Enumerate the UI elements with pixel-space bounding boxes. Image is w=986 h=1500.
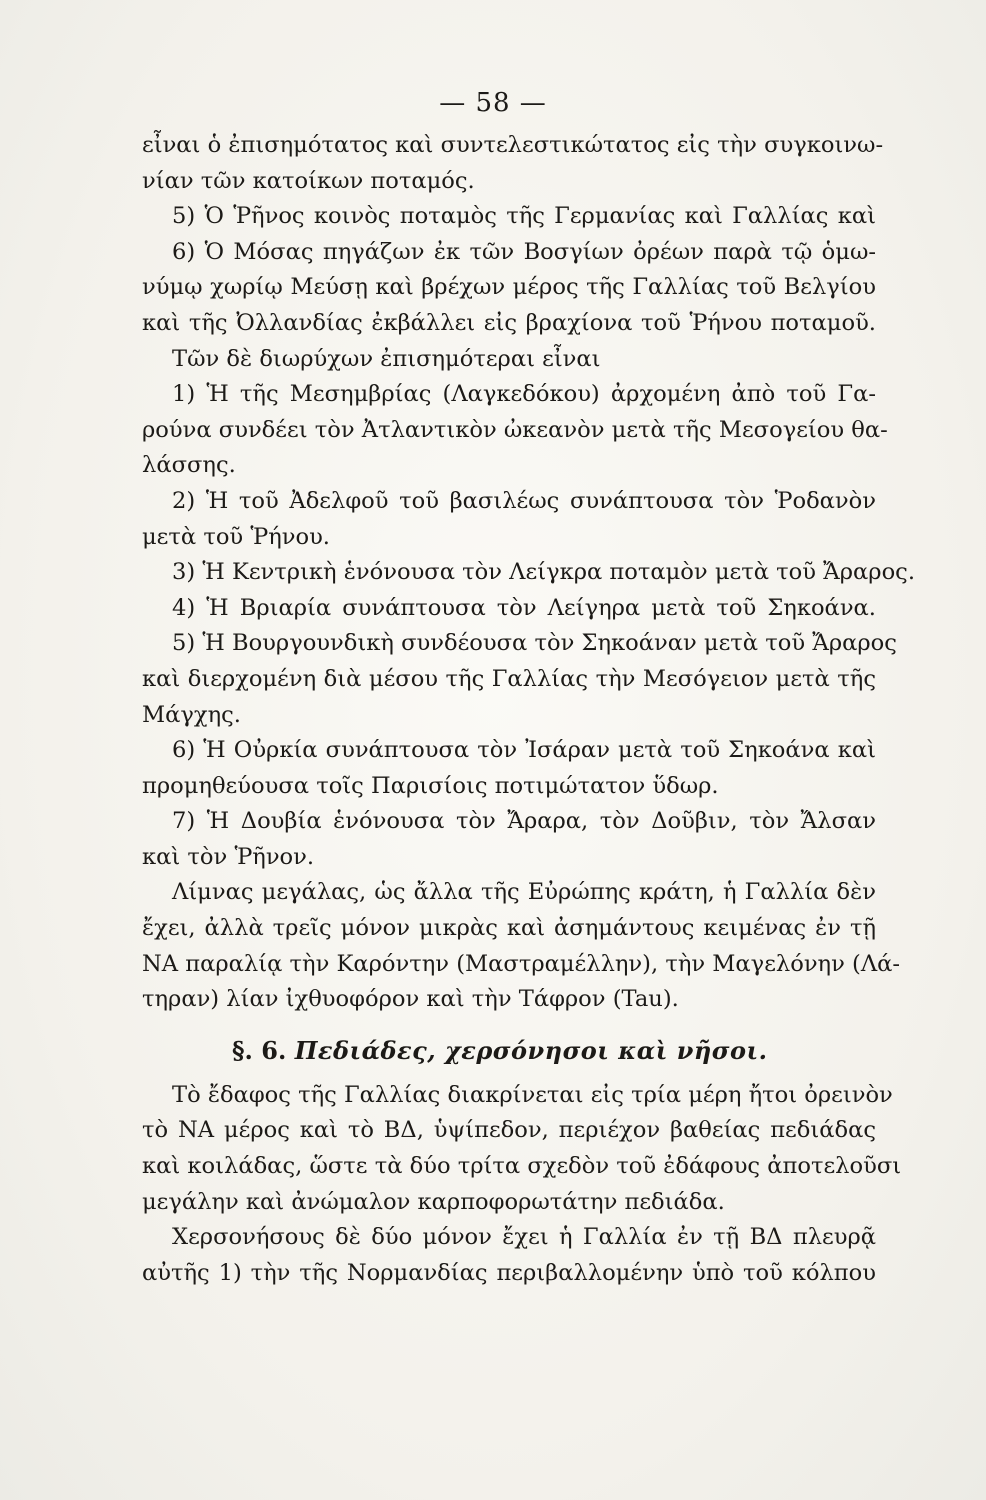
text-line: 7) Ἡ Δουβία ἑνόνουσα τὸν Ἄραρα, τὸν Δοῦβιν, τὸν Ἄλσαν	[172, 808, 876, 835]
text-line: 6) Ὁ Μόσας πηγάζων ἐκ τῶν Βοσγίων ὀρέων παρὰ τῷ ὁμω-	[172, 238, 876, 265]
section-title: Πεδιάδες, χερσόνησοι καὶ νῆσοι.	[294, 1035, 768, 1065]
section-heading	[142, 1024, 876, 1078]
text-line: ἔχει, ἀλλὰ τρεῖς μόνον μικρὰς καὶ ἀσημάντους κειμένας ἐν τῇ	[142, 915, 876, 942]
text-line: 5) Ὁ Ῥῆνος κοινὸς ποταμὸς τῆς Γερμανίας καὶ Γαλλίας καὶ	[172, 203, 876, 230]
text-line: νύμῳ χωρίῳ Μεύσῃ καὶ βρέχων μέρος τῆς Γαλλίας τοῦ Βελγίου	[142, 274, 876, 301]
text-line: τὸ ΝΑ μέρος καὶ τὸ ΒΔ, ὑψίπεδον, περιέχον βαθείας πεδιάδας	[142, 1117, 876, 1144]
text-line: Χερσονήσους δὲ δύο μόνον ἔχει ἡ Γαλλία ἐν τῇ ΒΔ πλευρᾷ	[172, 1224, 876, 1251]
text-line: Λίμνας μεγάλας, ὡς ἄλλα τῆς Εὐρώπης κράτη, ἡ Γαλλία δὲν	[172, 879, 876, 906]
text-line: καὶ τὸν Ῥῆνον.	[142, 843, 315, 870]
text-line: μεγάλην καὶ ἀνώμαλον καρποφορωτάτην πεδιάδα.	[142, 1188, 725, 1215]
text-line: καὶ κοιλάδας, ὥστε τὰ δύο τρίτα σχεδὸν τοῦ ἐδάφους ἀποτελοῦσι	[142, 1153, 902, 1180]
text-line: λάσσης.	[142, 452, 236, 479]
text-line: Τῶν δὲ διωρύχων ἐπισημότεραι εἶναι	[172, 345, 601, 372]
text-line: εἶναι ὁ ἐπισημότατος καὶ συντελεστικώτατος εἰς τὴν συγκοινω-	[142, 132, 884, 158]
text-line: καὶ διερχομένη διὰ μέσου τῆς Γαλλίας τὴν Μεσόγειον μετὰ τῆς	[142, 665, 876, 692]
text-line: 2) Ἡ τοῦ Ἀδελφοῦ τοῦ βασιλέως συνάπτουσα τὸν Ῥοδανὸν	[172, 487, 876, 514]
body-text	[142, 128, 916, 1291]
text-line: Μάγχης.	[142, 701, 241, 728]
text-line: 5) Ἡ Βουργουνδικὴ συνδέουσα τὸν Σηκοάναν μετὰ τοῦ Ἄραρος	[172, 630, 897, 657]
text-line: αὐτῆς 1) τὴν τῆς Νορμανδίας περιβαλλομένην ὑπὸ τοῦ κόλπου	[142, 1259, 876, 1286]
paragraphs-before-section	[142, 128, 916, 1018]
text-line: 4) Ἡ Βριαρία συνάπτουσα τὸν Λείγηρα μετὰ τοῦ Σηκοάνα.	[172, 594, 876, 621]
text-line: προμηθεύουσα τοῖς Παρισίοις ποτιμώτατον ὕδωρ.	[142, 772, 719, 799]
paragraphs-after-section	[142, 1078, 902, 1292]
page-number: — 58 —	[439, 88, 547, 118]
text-line: μετὰ τοῦ Ῥήνου.	[142, 523, 330, 550]
text-line: ΝΑ παραλίᾳ τὴν Καρόντην (Μαστραμέλλην), τὴν Μαγελόνην (Λά-	[142, 950, 901, 977]
text-line: Τὸ ἔδαφος τῆς Γαλλίας διακρίνεται εἰς τρία μέρη ἤτοι ὀρεινὸν	[172, 1081, 893, 1108]
section-number: §. 6.	[232, 1035, 287, 1065]
text-line: τηραν) λίαν ἰχθυοφόρον καὶ τὴν Τάφρον (Tau).	[142, 986, 679, 1013]
text-line: 3) Ἡ Κεντρικὴ ἑνόνουσα τὸν Λείγκρα ποταμὸν μετὰ τοῦ Ἄραρος.	[172, 559, 916, 586]
text-line: 6) Ἡ Οὐρκία συνάπτουσα τὸν Ἰσάραν μετὰ τοῦ Σηκοάνα καὶ	[172, 737, 876, 764]
text-line: νίαν τῶν κατοίκων ποταμός.	[142, 167, 475, 194]
text-line: ρούνα συνδέει τὸν Ἀτλαντικὸν ὠκεανὸν μετὰ τῆς Μεσογείου θα-	[142, 416, 888, 443]
text-line: καὶ τῆς Ὀλλανδίας ἐκβάλλει εἰς βραχίονα τοῦ Ῥήνου ποταμοῦ.	[142, 309, 876, 336]
text-line: 1) Ἡ τῆς Μεσημβρίας (Λαγκεδόκου) ἀρχομένη ἀπὸ τοῦ Γα-	[172, 381, 876, 408]
